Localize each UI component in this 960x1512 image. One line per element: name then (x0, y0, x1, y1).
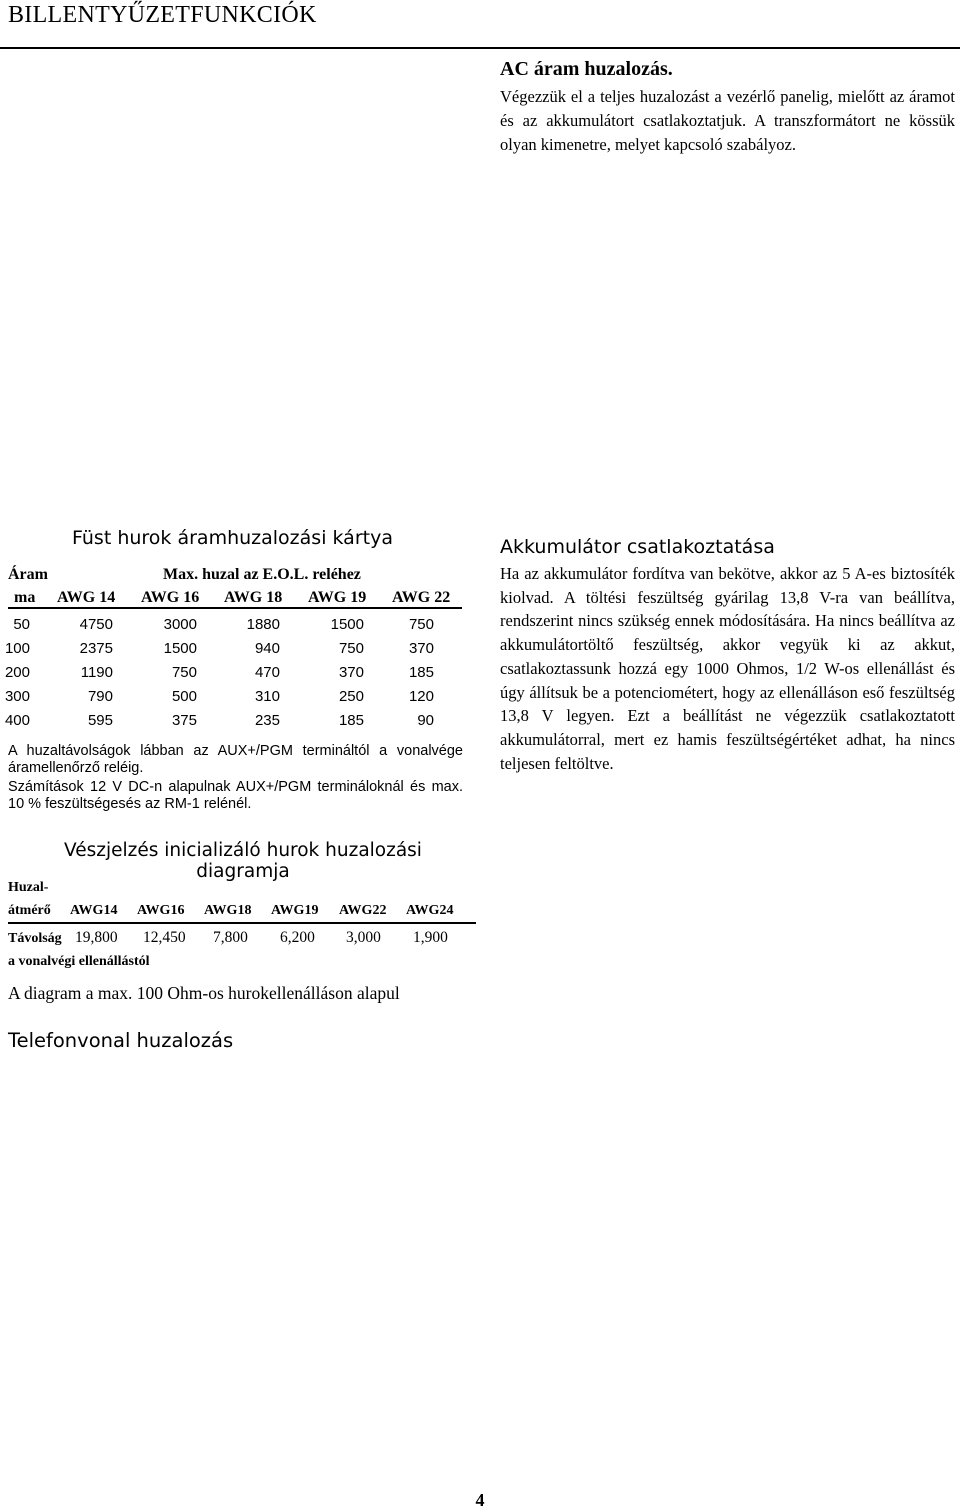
table-cell: 1190 (80, 664, 113, 681)
fust-header-awg22: AWG 22 (392, 589, 451, 606)
ac-text: Végezzük el a teljes huzalozást a vezérlő panelig, mielőtt az áramot és az akkumulátort csatlakoztatjuk. A transzformátort ne kössük olyan kimenetre, melyet kapcsoló szabályoz. (500, 87, 955, 154)
table-cell: 500 (171, 688, 197, 705)
page-header-title: BILLENTYŰZETFUNKCIÓK (8, 2, 317, 28)
table-cell: 185 (338, 712, 364, 729)
table-row (0, 688, 470, 712)
vesz-label-vonal: a vonalvégi ellenállástól (8, 954, 150, 969)
table-cell: 375 (171, 712, 197, 729)
ac-heading: AC áram huzalozás. (500, 58, 673, 80)
table-cell: 100 (4, 640, 30, 657)
akk-heading: Akkumulátor csatlakoztatása (500, 536, 775, 558)
fust-table-title: Füst hurok áramhuzalozási kártya (72, 527, 393, 549)
table-cell: 1500 (163, 640, 197, 657)
telefon-heading: Telefonvonal huzalozás (8, 1029, 234, 1052)
vesz-title-line2: diagramja (196, 861, 290, 882)
table-cell: 2375 (79, 640, 113, 657)
fust-table-divider (8, 607, 462, 609)
vesz-header-awg16: AWG16 (137, 903, 185, 918)
fust-header-awg14: AWG 14 (57, 589, 116, 606)
table-cell: 200 (4, 664, 30, 681)
vesz-value-awg22: 3,000 (346, 929, 381, 946)
table-cell: 750 (171, 664, 197, 681)
vesz-value-awg14: 19,800 (75, 929, 118, 946)
fust-header-awg16: AWG 16 (141, 589, 200, 606)
vesz-footnote: A diagram a max. 100 Ohm-os hurokellenálláson alapul (8, 983, 400, 1003)
table-cell: 120 (408, 688, 434, 705)
fust-label-max: Max. huzal az E.O.L. reléhez (163, 566, 361, 583)
fust-header-awg18: AWG 18 (224, 589, 283, 606)
vesz-title (8, 840, 478, 882)
fust-header-awg19: AWG 19 (308, 589, 367, 606)
table-cell: 50 (13, 616, 30, 633)
ac-section (500, 58, 955, 157)
table-cell: 4750 (79, 616, 113, 633)
table-row (0, 664, 470, 688)
table-row (0, 616, 470, 640)
table-cell: 370 (338, 664, 364, 681)
vesz-value-awg19: 6,200 (280, 929, 315, 946)
vesz-header-awg18: AWG18 (204, 903, 252, 918)
vesz-label-atmero: átmérő (8, 903, 51, 918)
table-cell: 185 (408, 664, 434, 681)
fust-label-aram: Áram (8, 566, 48, 583)
vesz-header-awg19: AWG19 (271, 903, 319, 918)
vesz-label-tavolsag: Távolság (8, 931, 62, 946)
table-cell: 250 (338, 688, 364, 705)
vesz-value-awg24: 1,900 (413, 929, 448, 946)
table-row (0, 640, 470, 664)
vesz-title-line1: Vészjelzés inicializáló hurok huzalozási (64, 840, 422, 861)
vesz-value-awg16: 12,450 (143, 929, 186, 946)
akk-text: Ha az akkumulátor fordítva van bekötve, akkor az 5 A-es biztosíték kiolvad. A töltési feszültség gyárilag 13,8 V-ra van beállítva, rendszerint nincs szükség ennek módosítására. Ha nincs beállítva az akkumulátortöltő feszültség, akkor vegyük ki az akkut, csatlakoztassunk hozzá egy 1000 Ohmos, 1/2 W-os ellenállást és úgy állítsuk be a potenciométert, hogy az ellenálláson eső feszültség 13,8 V legyen. Ezt a beállítást ne végezzük csatlakoztatott akkumulátorral, mert ez hamis feszültségértéket adhat, ha nincs teljesen feltöltve. (500, 564, 955, 773)
fust-note-calculation: Számítások 12 V DC-n alapulnak AUX+/PGM termináloknál és max. 10 % feszültségesés az RM-1 relénél. (8, 779, 463, 812)
table-cell: 470 (254, 664, 280, 681)
table-cell: 750 (408, 616, 434, 633)
table-cell: 235 (254, 712, 280, 729)
table-cell: 790 (87, 688, 113, 705)
table-cell: 90 (417, 712, 434, 729)
fust-header-ma: ma (14, 589, 36, 606)
table-cell: 940 (254, 640, 280, 657)
table-cell: 3000 (163, 616, 197, 633)
table-cell: 595 (87, 712, 113, 729)
header-divider (0, 47, 960, 49)
vesz-value-awg18: 7,800 (213, 929, 248, 946)
fust-note-distances: A huzaltávolságok lábban az AUX+/PGM termináltól a vonalvége áramellenőrző reléig. (8, 743, 463, 776)
akk-section (500, 536, 955, 775)
vesz-header-awg22: AWG22 (339, 903, 387, 918)
table-cell: 1500 (330, 616, 364, 633)
table-cell: 400 (4, 712, 30, 729)
vesz-header-awg14: AWG14 (70, 903, 118, 918)
page-number: 4 (475, 1490, 485, 1510)
table-cell: 310 (254, 688, 280, 705)
vesz-header-awg24: AWG24 (406, 903, 454, 918)
table-cell: 750 (338, 640, 364, 657)
table-cell: 370 (408, 640, 434, 657)
table-cell: 300 (4, 688, 30, 705)
table-row (0, 712, 470, 736)
vesz-divider (8, 922, 476, 924)
table-cell: 1880 (246, 616, 280, 633)
vesz-label-huzal: Huzal- (8, 880, 49, 895)
